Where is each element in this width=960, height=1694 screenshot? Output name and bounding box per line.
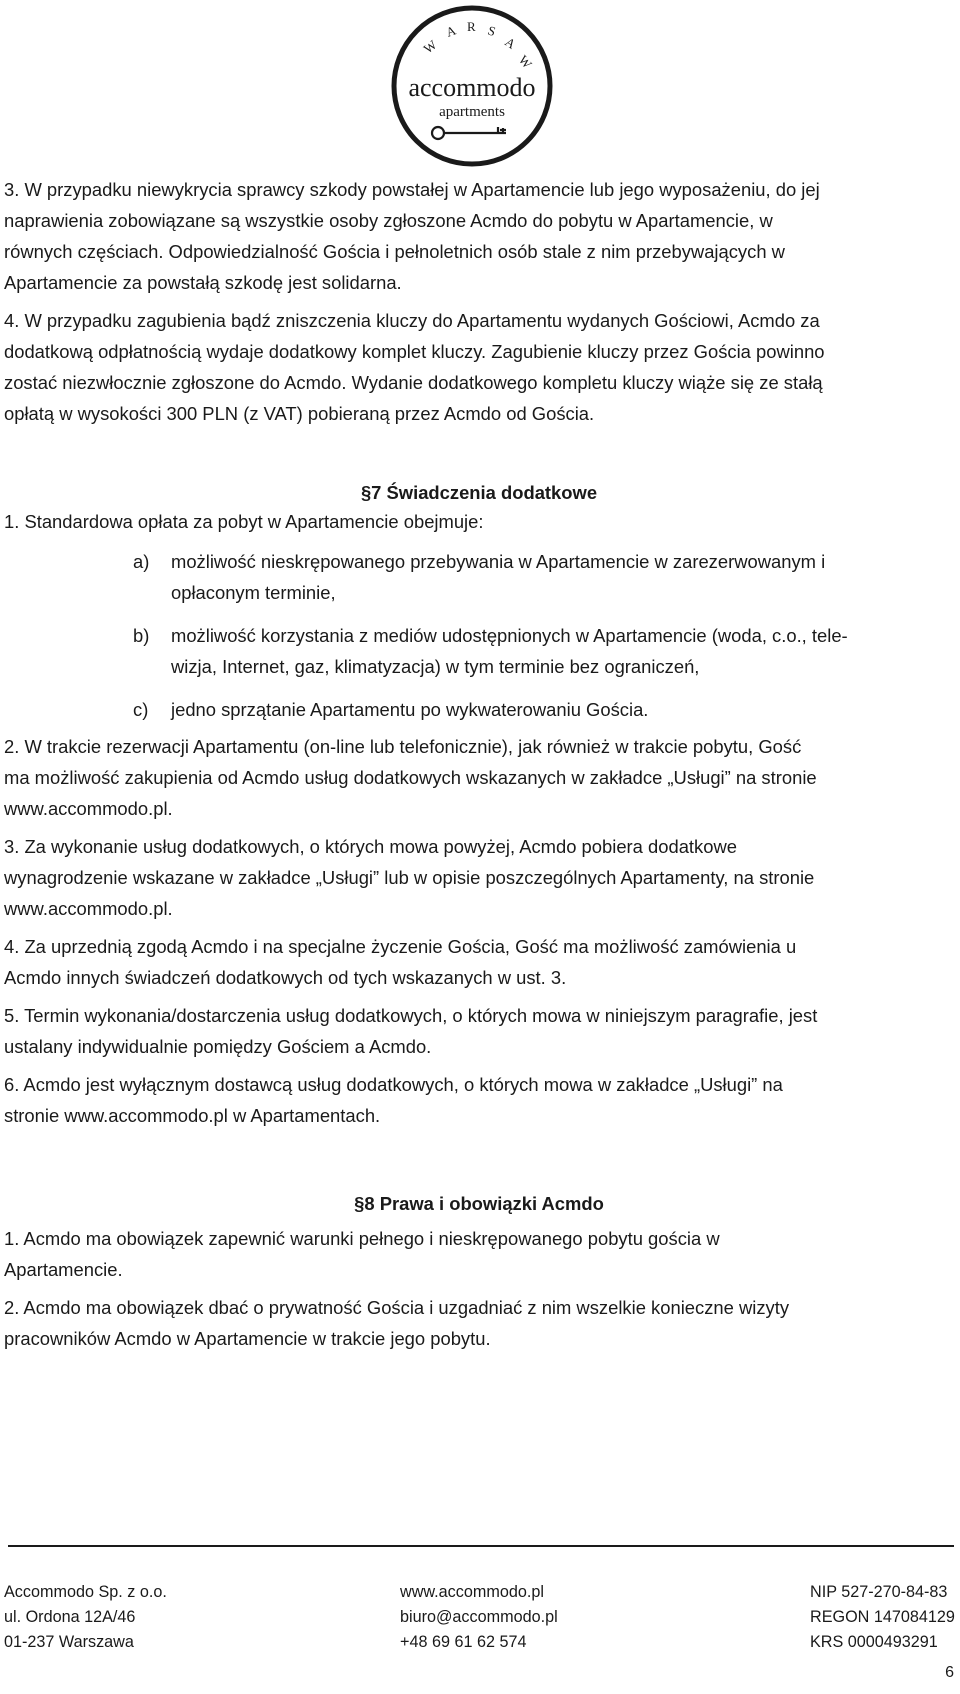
text-line: jedno sprzątanie Apartamentu po wykwaterowaniu Gościa. [171, 699, 649, 720]
paragraph-damage-liability [4, 174, 954, 298]
section7-paragraph-4 [4, 931, 954, 993]
text-line: 3. Za wykonanie usług dodatkowych, o których mowa powyżej, Acmdo pobiera dodatkowe [4, 836, 737, 857]
logo-name: accommodo [408, 73, 536, 102]
section7-paragraph-2 [4, 731, 954, 824]
text-line: 1. Acmdo ma obowiązek zapewnić warunki pełnego i nieskrępowanego pobytu gościa w [4, 1228, 720, 1249]
footer-email-link[interactable]: biuro@accommodo.pl [400, 1608, 558, 1626]
list-label: b) [133, 625, 150, 646]
text-line: równych częściach. Odpowiedzialność Gościa i pełnoletnich osób stale z nim przebywających w [4, 241, 785, 262]
footer-text: NIP 527-270-84-83 [810, 1583, 948, 1601]
text-line: www.accommodo.pl. [4, 798, 173, 819]
text-line: 4. W przypadku zagubienia bądź zniszczenia kluczy do Apartamentu wydanych Gościowi, Acmdo za [4, 310, 820, 331]
text-line: Apartamencie za powstałą szkodę jest solidarna. [4, 272, 402, 293]
accommodo-logo [390, 4, 554, 168]
paragraph-lost-keys [4, 305, 954, 429]
text-line: www.accommodo.pl. [4, 898, 173, 919]
section7-paragraph-5 [4, 1000, 954, 1062]
text-line: 2. Acmdo ma obowiązek dbać o prywatność Gościa i uzgadniać z nim wszelkie konieczne wizyty [4, 1297, 790, 1318]
svg-text:W: W [515, 52, 537, 73]
text-line: 6. Acmdo jest wyłącznym dostawcą usług dodatkowych, o których mowa w zakładce „Usługi” na [4, 1074, 783, 1095]
section7-paragraph-6 [4, 1069, 954, 1131]
text-line: stronie www.accommodo.pl w Apartamentach. [4, 1105, 381, 1126]
text-line: zostać niezwłocznie zgłoszone do Acmdo. Wydanie dodatkowego kompletu kluczy wiąże się ze stałą [4, 372, 823, 393]
text-line: ma możliwość zakupienia od Acmdo usług dodatkowych wskazanych w zakładce „Usługi” na stronie [4, 767, 817, 788]
svg-text:A: A [443, 21, 460, 40]
footer-text: REGON 147084129 [810, 1608, 955, 1626]
footer-text: KRS 0000493291 [810, 1633, 938, 1651]
text-line: naprawienia zobowiązane są wszystkie osoby zgłoszone Acmdo do pobytu w Apartamencie, w [4, 210, 773, 231]
text-line: ustalany indywidualnie pomiędzy Gościem a Acmdo. [4, 1036, 432, 1057]
logo-tagline: apartments [439, 104, 505, 120]
footer-website-link[interactable]: www.accommodo.pl [400, 1583, 544, 1601]
svg-text:W: W [420, 35, 442, 57]
text-line: 3. W przypadku niewykrycia sprawcy szkody powstałej w Apartamencie lub jego wyposażeniu, do jej [4, 179, 820, 200]
text-line: wynagrodzenie wskazane w zakładce „Usługi” lub w opisie poszczególnych Apartamenty, na stronie [4, 867, 815, 888]
section7-paragraph-3 [4, 831, 954, 924]
list-item [4, 694, 954, 725]
section7-intro: 1. Standardowa opłata za pobyt w Apartamencie obejmuje: [4, 511, 484, 532]
section8-paragraph-2 [4, 1292, 954, 1354]
text-line: 2. W trakcie rezerwacji Apartamentu (on-line lub telefonicznie), jak również w trakcie pobytu, Gość [4, 736, 802, 757]
text-line: 5. Termin wykonania/dostarczenia usług dodatkowych, o których mowa w niniejszym paragrafie, jest [4, 1005, 818, 1026]
footer-phone: +48 69 61 62 574 [400, 1633, 527, 1651]
text-line: pracowników Acmdo w Apartamencie w trakcie jego pobytu. [4, 1328, 491, 1349]
section8-paragraph-1 [4, 1223, 954, 1285]
key-icon [432, 127, 506, 139]
text-line: możliwość nieskrępowanego przebywania w Apartamencie w zarezerwowanym i [171, 551, 826, 572]
section-heading-7: §7 Świadczenia dodatkowe [360, 482, 598, 503]
section-heading-8: §8 Prawa i obowiązki Acmdo [354, 1193, 604, 1214]
list-item [4, 620, 954, 682]
text-line: 4. Za uprzednią zgodą Acmdo i na specjalne życzenie Gościa, Gość ma możliwość zamówienia u [4, 936, 797, 957]
footer-contact [400, 1580, 558, 1655]
footer-registration [810, 1580, 955, 1655]
svg-text:R: R [467, 19, 478, 34]
footer-text: Accommodo Sp. z o.o. [4, 1583, 167, 1601]
text-line: możliwość korzystania z mediów udostępnionych w Apartamencie (woda, c.o., tele- [171, 625, 848, 646]
footer-company [4, 1580, 167, 1655]
list-label: a) [133, 551, 150, 572]
svg-text:A: A [502, 34, 521, 53]
text-line: opłaconym terminie, [171, 582, 336, 603]
footer-text: ul. Ordona 12A/46 [4, 1608, 136, 1626]
text-line: opłatą w wysokości 300 PLN (z VAT) pobieraną przez Acmdo od Gościa. [4, 403, 595, 424]
footer-text: 01-237 Warszawa [4, 1633, 134, 1651]
text-line: dodatkową odpłatnością wydaje dodatkowy komplet kluczy. Zagubienie kluczy przez Gościa powinno [4, 341, 825, 362]
text-line: Acmdo innych świadczeń dodatkowych od tych wskazanych w ust. 3. [4, 967, 567, 988]
document-page [4, 170, 954, 1354]
list-label: c) [133, 699, 149, 720]
section7-list [4, 546, 954, 725]
list-item [4, 546, 954, 608]
footer-divider [8, 1545, 954, 1547]
text-line: wizja, Internet, gaz, klimatyzacja) w tym terminie bez ograniczeń, [171, 656, 700, 677]
page-number: 6 [945, 1664, 954, 1681]
svg-text:S: S [486, 22, 500, 40]
text-line: Apartamencie. [4, 1259, 123, 1280]
